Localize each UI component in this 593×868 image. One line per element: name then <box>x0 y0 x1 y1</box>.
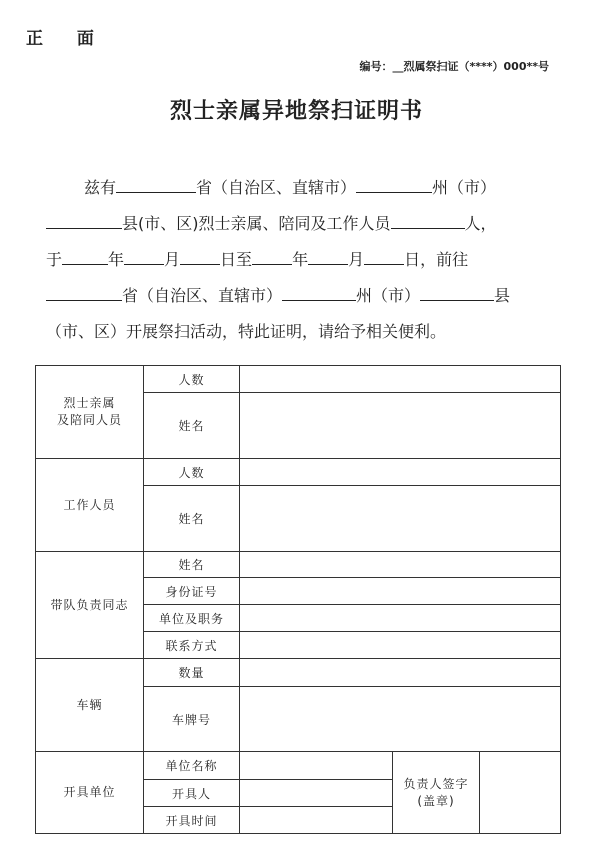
relatives-label-line-1: 烈士亲属 <box>63 396 116 410</box>
blank-province[interactable] <box>116 174 196 193</box>
vehicle-plate-field[interactable] <box>240 687 561 752</box>
body-text: 于 <box>46 250 63 269</box>
relatives-count-field[interactable] <box>240 366 561 393</box>
blank-start-month[interactable] <box>124 246 164 265</box>
issuer-unit-label: 单位名称 <box>144 752 240 780</box>
vehicle-count-field[interactable] <box>240 659 561 687</box>
body-text: 月 <box>164 250 181 269</box>
blank-dest-county[interactable] <box>420 282 494 301</box>
leader-name-label: 姓名 <box>144 552 240 578</box>
relatives-names-label: 姓名 <box>144 393 240 459</box>
body-text: 县(市、区)烈士亲属、陪同及工作人员 <box>122 214 391 233</box>
body-line-1 <box>46 170 556 206</box>
issuer-category: 开具单位 <box>36 752 144 834</box>
body-text: 州（市） <box>432 178 497 197</box>
leader-name-field[interactable] <box>240 552 561 578</box>
leader-id-field[interactable] <box>240 578 561 605</box>
body-text: 省（自治区、直辖市） <box>196 178 357 197</box>
leader-category: 带队负责同志 <box>36 552 144 659</box>
body-text: 人， <box>464 214 497 233</box>
body-line-2 <box>46 206 556 242</box>
body-text: 省（自治区、直辖市） <box>122 286 283 305</box>
blank-dest-prefecture[interactable] <box>282 282 356 301</box>
body-text: 年 <box>292 250 309 269</box>
issuer-person-field[interactable] <box>240 780 393 807</box>
serial-number: 编号：__烈属祭扫证（****）000**号 <box>359 60 549 73</box>
leader-unit-field[interactable] <box>240 605 561 632</box>
staff-count-label: 人数 <box>144 459 240 486</box>
blank-end-day[interactable] <box>364 246 404 265</box>
signature-label-line-2: (盖章) <box>417 793 455 808</box>
blank-person-count[interactable] <box>391 210 465 229</box>
document-title: 烈士亲属异地祭扫证明书 <box>169 99 423 124</box>
body-text: 月 <box>348 250 365 269</box>
blank-start-day[interactable] <box>180 246 220 265</box>
body-line-4 <box>46 278 556 314</box>
vehicle-count-label: 数量 <box>144 659 240 687</box>
issuer-unit-field[interactable] <box>240 752 393 780</box>
staff-category: 工作人员 <box>36 459 144 552</box>
body-text: 县 <box>494 286 511 305</box>
relatives-count-label: 人数 <box>144 366 240 393</box>
info-table <box>35 365 561 834</box>
blank-end-month[interactable] <box>308 246 348 265</box>
leader-contact-field[interactable] <box>240 632 561 659</box>
blank-dest-province[interactable] <box>46 282 122 301</box>
signature-field[interactable] <box>480 752 561 834</box>
body-text: 兹有 <box>84 178 117 197</box>
blank-start-year[interactable] <box>62 246 108 265</box>
body-text: 日至 <box>220 250 253 269</box>
body-line-5: （市、区）开展祭扫活动，特此证明，请给予相关便利。 <box>46 322 447 341</box>
issuer-person-label: 开具人 <box>144 780 240 807</box>
certificate-body <box>46 170 556 350</box>
signature-label-cell <box>393 752 480 834</box>
body-text: 日，前往 <box>404 250 469 269</box>
vehicle-plate-label: 车牌号 <box>144 687 240 752</box>
staff-names-label: 姓名 <box>144 486 240 552</box>
side-label: 正 面 <box>26 29 108 49</box>
leader-unit-label: 单位及职务 <box>144 605 240 632</box>
blank-prefecture[interactable] <box>356 174 432 193</box>
relatives-category <box>36 366 144 459</box>
relatives-label-line-2: 及陪同人员 <box>56 413 122 427</box>
leader-contact-label: 联系方式 <box>144 632 240 659</box>
issue-time-field[interactable] <box>240 807 393 834</box>
body-text: 年 <box>108 250 125 269</box>
body-line-3 <box>46 242 556 278</box>
staff-names-field[interactable] <box>240 486 561 552</box>
blank-end-year[interactable] <box>252 246 292 265</box>
signature-label-line-1: 负责人签字 <box>403 776 469 791</box>
body-text: 州（市） <box>356 286 421 305</box>
relatives-names-field[interactable] <box>240 393 561 459</box>
issue-time-label: 开具时间 <box>144 807 240 834</box>
blank-county[interactable] <box>46 210 122 229</box>
leader-id-label: 身份证号 <box>144 578 240 605</box>
staff-count-field[interactable] <box>240 459 561 486</box>
vehicle-category: 车辆 <box>36 659 144 752</box>
